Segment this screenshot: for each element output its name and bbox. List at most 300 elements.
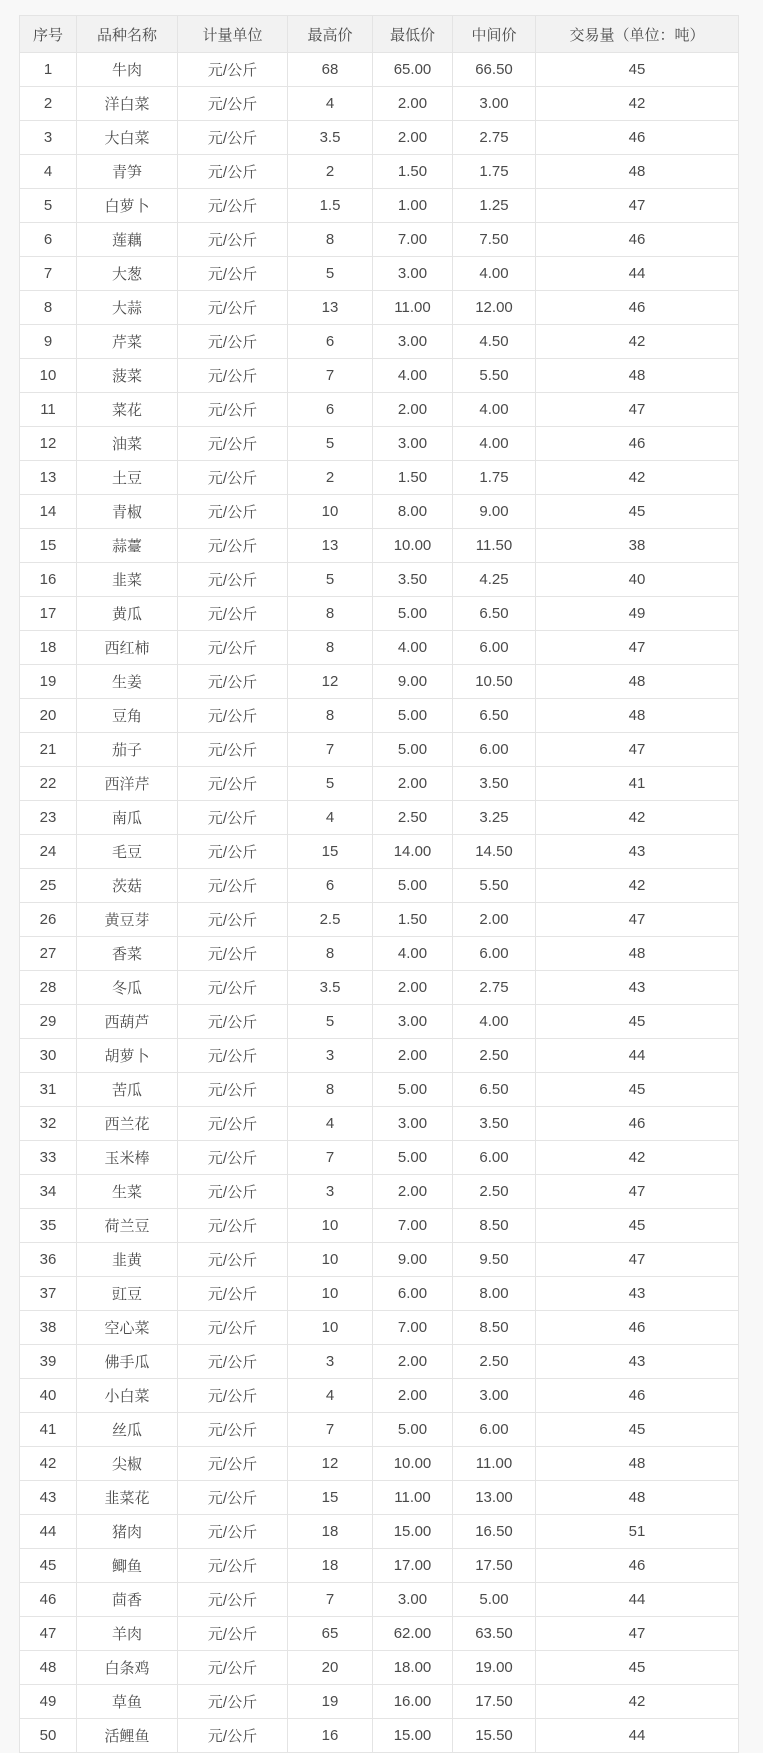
cell-mid-price: 1.75 (453, 155, 536, 189)
cell-low-price: 2.00 (373, 1379, 453, 1413)
cell-name: 空心菜 (77, 1311, 178, 1345)
cell-mid-price: 6.50 (453, 597, 536, 631)
cell-low-price: 5.00 (373, 733, 453, 767)
cell-low-price: 2.00 (373, 1345, 453, 1379)
table-row (20, 1277, 739, 1311)
cell-index: 27 (20, 937, 77, 971)
column-header-name: 品种名称 (77, 16, 178, 53)
cell-low-price: 2.00 (373, 1175, 453, 1209)
cell-high-price: 16 (288, 1719, 373, 1753)
cell-mid-price: 4.00 (453, 393, 536, 427)
table-row (20, 325, 739, 359)
cell-index: 28 (20, 971, 77, 1005)
cell-volume: 46 (536, 121, 739, 155)
cell-volume: 45 (536, 1413, 739, 1447)
cell-high-price: 20 (288, 1651, 373, 1685)
table-row (20, 1345, 739, 1379)
cell-unit: 元/公斤 (178, 1413, 288, 1447)
table-header (20, 16, 739, 53)
table-row (20, 903, 739, 937)
column-header-unit: 计量单位 (178, 16, 288, 53)
cell-mid-price: 4.25 (453, 563, 536, 597)
cell-name: 茴香 (77, 1583, 178, 1617)
table-row (20, 597, 739, 631)
cell-high-price: 65 (288, 1617, 373, 1651)
table-row (20, 665, 739, 699)
cell-unit: 元/公斤 (178, 393, 288, 427)
cell-high-price: 15 (288, 835, 373, 869)
cell-mid-price: 7.50 (453, 223, 536, 257)
cell-volume: 45 (536, 53, 739, 87)
cell-low-price: 5.00 (373, 699, 453, 733)
cell-unit: 元/公斤 (178, 1515, 288, 1549)
cell-volume: 47 (536, 393, 739, 427)
cell-volume: 46 (536, 1379, 739, 1413)
cell-volume: 47 (536, 1617, 739, 1651)
cell-unit: 元/公斤 (178, 53, 288, 87)
cell-unit: 元/公斤 (178, 1549, 288, 1583)
cell-name: 羊肉 (77, 1617, 178, 1651)
cell-high-price: 2 (288, 155, 373, 189)
cell-low-price: 62.00 (373, 1617, 453, 1651)
cell-low-price: 14.00 (373, 835, 453, 869)
cell-name: 毛豆 (77, 835, 178, 869)
cell-volume: 47 (536, 1175, 739, 1209)
cell-index: 10 (20, 359, 77, 393)
cell-volume: 47 (536, 1243, 739, 1277)
cell-mid-price: 2.00 (453, 903, 536, 937)
cell-unit: 元/公斤 (178, 1243, 288, 1277)
cell-name: 茨菇 (77, 869, 178, 903)
cell-unit: 元/公斤 (178, 495, 288, 529)
cell-volume: 41 (536, 767, 739, 801)
cell-volume: 45 (536, 1005, 739, 1039)
cell-mid-price: 12.00 (453, 291, 536, 325)
cell-volume: 47 (536, 903, 739, 937)
cell-high-price: 7 (288, 1141, 373, 1175)
cell-index: 49 (20, 1685, 77, 1719)
cell-unit: 元/公斤 (178, 461, 288, 495)
cell-index: 6 (20, 223, 77, 257)
cell-low-price: 2.50 (373, 801, 453, 835)
cell-mid-price: 3.00 (453, 87, 536, 121)
cell-name: 白萝卜 (77, 189, 178, 223)
table-row (20, 427, 739, 461)
table-row (20, 223, 739, 257)
cell-mid-price: 14.50 (453, 835, 536, 869)
cell-index: 13 (20, 461, 77, 495)
cell-high-price: 3 (288, 1345, 373, 1379)
cell-volume: 48 (536, 1447, 739, 1481)
cell-name: 土豆 (77, 461, 178, 495)
cell-low-price: 3.50 (373, 563, 453, 597)
cell-unit: 元/公斤 (178, 1447, 288, 1481)
cell-volume: 46 (536, 291, 739, 325)
cell-unit: 元/公斤 (178, 325, 288, 359)
cell-volume: 48 (536, 937, 739, 971)
cell-mid-price: 4.00 (453, 257, 536, 291)
cell-unit: 元/公斤 (178, 767, 288, 801)
cell-unit: 元/公斤 (178, 1175, 288, 1209)
cell-name: 黄豆芽 (77, 903, 178, 937)
cell-unit: 元/公斤 (178, 1107, 288, 1141)
cell-index: 16 (20, 563, 77, 597)
cell-high-price: 8 (288, 699, 373, 733)
cell-name: 蒜薹 (77, 529, 178, 563)
cell-unit: 元/公斤 (178, 733, 288, 767)
table-row (20, 801, 739, 835)
cell-volume: 47 (536, 189, 739, 223)
cell-mid-price: 8.00 (453, 1277, 536, 1311)
cell-volume: 45 (536, 1209, 739, 1243)
cell-mid-price: 15.50 (453, 1719, 536, 1753)
cell-name: 大葱 (77, 257, 178, 291)
cell-low-price: 1.50 (373, 903, 453, 937)
cell-volume: 42 (536, 1685, 739, 1719)
cell-high-price: 19 (288, 1685, 373, 1719)
cell-name: 香菜 (77, 937, 178, 971)
table-row (20, 1515, 739, 1549)
cell-mid-price: 63.50 (453, 1617, 536, 1651)
cell-mid-price: 6.50 (453, 699, 536, 733)
cell-name: 草鱼 (77, 1685, 178, 1719)
cell-name: 鲫鱼 (77, 1549, 178, 1583)
table-row (20, 393, 739, 427)
cell-volume: 42 (536, 1141, 739, 1175)
cell-unit: 元/公斤 (178, 121, 288, 155)
table-row (20, 1005, 739, 1039)
cell-volume: 44 (536, 1719, 739, 1753)
table-row (20, 1719, 739, 1753)
cell-name: 胡萝卜 (77, 1039, 178, 1073)
cell-high-price: 3 (288, 1175, 373, 1209)
cell-mid-price: 11.00 (453, 1447, 536, 1481)
cell-mid-price: 6.00 (453, 733, 536, 767)
cell-mid-price: 1.75 (453, 461, 536, 495)
cell-high-price: 8 (288, 223, 373, 257)
table-row (20, 937, 739, 971)
cell-name: 玉米棒 (77, 1141, 178, 1175)
cell-low-price: 17.00 (373, 1549, 453, 1583)
cell-index: 35 (20, 1209, 77, 1243)
cell-high-price: 10 (288, 1243, 373, 1277)
cell-unit: 元/公斤 (178, 359, 288, 393)
cell-name: 活鲤鱼 (77, 1719, 178, 1753)
cell-mid-price: 9.00 (453, 495, 536, 529)
table-row (20, 1141, 739, 1175)
cell-high-price: 8 (288, 1073, 373, 1107)
cell-index: 7 (20, 257, 77, 291)
cell-mid-price: 6.50 (453, 1073, 536, 1107)
cell-mid-price: 19.00 (453, 1651, 536, 1685)
cell-index: 4 (20, 155, 77, 189)
cell-name: 茄子 (77, 733, 178, 767)
cell-volume: 48 (536, 359, 739, 393)
cell-low-price: 5.00 (373, 597, 453, 631)
cell-volume: 42 (536, 461, 739, 495)
cell-index: 21 (20, 733, 77, 767)
cell-unit: 元/公斤 (178, 699, 288, 733)
cell-unit: 元/公斤 (178, 529, 288, 563)
cell-volume: 48 (536, 155, 739, 189)
cell-index: 2 (20, 87, 77, 121)
cell-high-price: 3.5 (288, 971, 373, 1005)
cell-index: 11 (20, 393, 77, 427)
cell-mid-price: 3.00 (453, 1379, 536, 1413)
cell-unit: 元/公斤 (178, 291, 288, 325)
cell-name: 苦瓜 (77, 1073, 178, 1107)
cell-name: 黄瓜 (77, 597, 178, 631)
table-row (20, 529, 739, 563)
cell-low-price: 15.00 (373, 1719, 453, 1753)
cell-unit: 元/公斤 (178, 563, 288, 597)
cell-mid-price: 6.00 (453, 1413, 536, 1447)
cell-mid-price: 5.50 (453, 869, 536, 903)
cell-index: 33 (20, 1141, 77, 1175)
cell-high-price: 18 (288, 1549, 373, 1583)
cell-high-price: 1.5 (288, 189, 373, 223)
cell-high-price: 10 (288, 495, 373, 529)
cell-index: 5 (20, 189, 77, 223)
cell-low-price: 1.50 (373, 155, 453, 189)
cell-index: 20 (20, 699, 77, 733)
cell-unit: 元/公斤 (178, 1481, 288, 1515)
table-row (20, 1073, 739, 1107)
cell-mid-price: 5.50 (453, 359, 536, 393)
cell-index: 47 (20, 1617, 77, 1651)
cell-name: 丝瓜 (77, 1413, 178, 1447)
cell-low-price: 16.00 (373, 1685, 453, 1719)
table-body (20, 53, 739, 1753)
column-header-high-price: 最高价 (288, 16, 373, 53)
cell-name: 佛手瓜 (77, 1345, 178, 1379)
cell-unit: 元/公斤 (178, 631, 288, 665)
table-row (20, 1107, 739, 1141)
cell-index: 23 (20, 801, 77, 835)
cell-unit: 元/公斤 (178, 1311, 288, 1345)
cell-volume: 49 (536, 597, 739, 631)
cell-mid-price: 2.50 (453, 1345, 536, 1379)
cell-name: 西洋芹 (77, 767, 178, 801)
table-row (20, 631, 739, 665)
cell-index: 43 (20, 1481, 77, 1515)
cell-low-price: 4.00 (373, 937, 453, 971)
cell-low-price: 3.00 (373, 427, 453, 461)
cell-high-price: 7 (288, 733, 373, 767)
cell-volume: 48 (536, 665, 739, 699)
cell-volume: 43 (536, 1345, 739, 1379)
cell-low-price: 6.00 (373, 1277, 453, 1311)
cell-volume: 45 (536, 495, 739, 529)
cell-volume: 44 (536, 1039, 739, 1073)
table-row (20, 1175, 739, 1209)
table-row (20, 155, 739, 189)
cell-name: 洋白菜 (77, 87, 178, 121)
cell-name: 豆角 (77, 699, 178, 733)
cell-mid-price: 3.50 (453, 1107, 536, 1141)
cell-high-price: 15 (288, 1481, 373, 1515)
cell-unit: 元/公斤 (178, 1073, 288, 1107)
cell-low-price: 1.00 (373, 189, 453, 223)
cell-low-price: 5.00 (373, 1073, 453, 1107)
table-row (20, 869, 739, 903)
cell-volume: 43 (536, 1277, 739, 1311)
cell-volume: 46 (536, 1107, 739, 1141)
cell-low-price: 10.00 (373, 1447, 453, 1481)
cell-name: 生姜 (77, 665, 178, 699)
cell-low-price: 7.00 (373, 1209, 453, 1243)
cell-low-price: 7.00 (373, 1311, 453, 1345)
cell-high-price: 12 (288, 1447, 373, 1481)
table-row (20, 1447, 739, 1481)
cell-volume: 43 (536, 971, 739, 1005)
cell-low-price: 5.00 (373, 1413, 453, 1447)
cell-unit: 元/公斤 (178, 1039, 288, 1073)
column-header-volume: 交易量（单位：吨） (536, 16, 739, 53)
cell-low-price: 11.00 (373, 291, 453, 325)
cell-volume: 48 (536, 699, 739, 733)
cell-low-price: 5.00 (373, 869, 453, 903)
cell-unit: 元/公斤 (178, 427, 288, 461)
column-header-index: 序号 (20, 16, 77, 53)
table-row (20, 767, 739, 801)
cell-unit: 元/公斤 (178, 223, 288, 257)
column-header-low-price: 最低价 (373, 16, 453, 53)
cell-name: 韭菜花 (77, 1481, 178, 1515)
column-header-mid-price: 中间价 (453, 16, 536, 53)
cell-low-price: 2.00 (373, 121, 453, 155)
table-row (20, 53, 739, 87)
table-row (20, 835, 739, 869)
cell-index: 30 (20, 1039, 77, 1073)
cell-low-price: 11.00 (373, 1481, 453, 1515)
cell-index: 9 (20, 325, 77, 359)
cell-index: 32 (20, 1107, 77, 1141)
cell-low-price: 18.00 (373, 1651, 453, 1685)
cell-mid-price: 2.50 (453, 1175, 536, 1209)
cell-index: 26 (20, 903, 77, 937)
cell-unit: 元/公斤 (178, 971, 288, 1005)
cell-name: 芹菜 (77, 325, 178, 359)
cell-index: 22 (20, 767, 77, 801)
cell-high-price: 3 (288, 1039, 373, 1073)
table-row (20, 1413, 739, 1447)
cell-unit: 元/公斤 (178, 257, 288, 291)
cell-mid-price: 66.50 (453, 53, 536, 87)
cell-index: 14 (20, 495, 77, 529)
cell-volume: 46 (536, 1549, 739, 1583)
cell-volume: 44 (536, 1583, 739, 1617)
cell-index: 39 (20, 1345, 77, 1379)
cell-high-price: 4 (288, 87, 373, 121)
cell-mid-price: 13.00 (453, 1481, 536, 1515)
cell-volume: 47 (536, 733, 739, 767)
cell-index: 31 (20, 1073, 77, 1107)
cell-index: 24 (20, 835, 77, 869)
cell-low-price: 3.00 (373, 257, 453, 291)
cell-mid-price: 10.50 (453, 665, 536, 699)
cell-low-price: 10.00 (373, 529, 453, 563)
cell-high-price: 13 (288, 291, 373, 325)
price-table-container (19, 15, 738, 1753)
cell-index: 48 (20, 1651, 77, 1685)
cell-high-price: 6 (288, 393, 373, 427)
cell-volume: 45 (536, 1651, 739, 1685)
table-row (20, 1039, 739, 1073)
cell-name: 尖椒 (77, 1447, 178, 1481)
cell-mid-price: 8.50 (453, 1209, 536, 1243)
cell-unit: 元/公斤 (178, 1277, 288, 1311)
cell-high-price: 4 (288, 1107, 373, 1141)
cell-high-price: 12 (288, 665, 373, 699)
cell-unit: 元/公斤 (178, 801, 288, 835)
cell-mid-price: 8.50 (453, 1311, 536, 1345)
cell-high-price: 7 (288, 359, 373, 393)
table-row (20, 257, 739, 291)
cell-index: 44 (20, 1515, 77, 1549)
cell-name: 莲藕 (77, 223, 178, 257)
cell-high-price: 3.5 (288, 121, 373, 155)
cell-unit: 元/公斤 (178, 1345, 288, 1379)
table-row (20, 1617, 739, 1651)
cell-name: 荷兰豆 (77, 1209, 178, 1243)
cell-high-price: 7 (288, 1413, 373, 1447)
cell-index: 37 (20, 1277, 77, 1311)
cell-volume: 38 (536, 529, 739, 563)
cell-index: 17 (20, 597, 77, 631)
cell-name: 韭黄 (77, 1243, 178, 1277)
cell-mid-price: 17.50 (453, 1549, 536, 1583)
table-row (20, 1651, 739, 1685)
cell-index: 41 (20, 1413, 77, 1447)
cell-high-price: 5 (288, 1005, 373, 1039)
table-row (20, 87, 739, 121)
cell-low-price: 2.00 (373, 767, 453, 801)
cell-name: 大蒜 (77, 291, 178, 325)
table-row (20, 699, 739, 733)
cell-name: 西葫芦 (77, 1005, 178, 1039)
cell-low-price: 3.00 (373, 1107, 453, 1141)
cell-low-price: 7.00 (373, 223, 453, 257)
cell-name: 大白菜 (77, 121, 178, 155)
cell-name: 西兰花 (77, 1107, 178, 1141)
cell-index: 50 (20, 1719, 77, 1753)
cell-low-price: 9.00 (373, 1243, 453, 1277)
cell-mid-price: 6.00 (453, 937, 536, 971)
cell-high-price: 13 (288, 529, 373, 563)
cell-low-price: 5.00 (373, 1141, 453, 1175)
cell-unit: 元/公斤 (178, 1685, 288, 1719)
cell-unit: 元/公斤 (178, 1379, 288, 1413)
cell-name: 韭菜 (77, 563, 178, 597)
cell-volume: 43 (536, 835, 739, 869)
table-row (20, 1481, 739, 1515)
cell-low-price: 8.00 (373, 495, 453, 529)
produce-price-table (19, 15, 739, 1753)
cell-mid-price: 3.25 (453, 801, 536, 835)
cell-high-price: 5 (288, 257, 373, 291)
cell-mid-price: 2.75 (453, 971, 536, 1005)
cell-low-price: 1.50 (373, 461, 453, 495)
table-row (20, 971, 739, 1005)
cell-unit: 元/公斤 (178, 903, 288, 937)
cell-unit: 元/公斤 (178, 1651, 288, 1685)
cell-mid-price: 9.50 (453, 1243, 536, 1277)
cell-unit: 元/公斤 (178, 87, 288, 121)
cell-mid-price: 4.00 (453, 427, 536, 461)
cell-index: 40 (20, 1379, 77, 1413)
cell-unit: 元/公斤 (178, 1719, 288, 1753)
